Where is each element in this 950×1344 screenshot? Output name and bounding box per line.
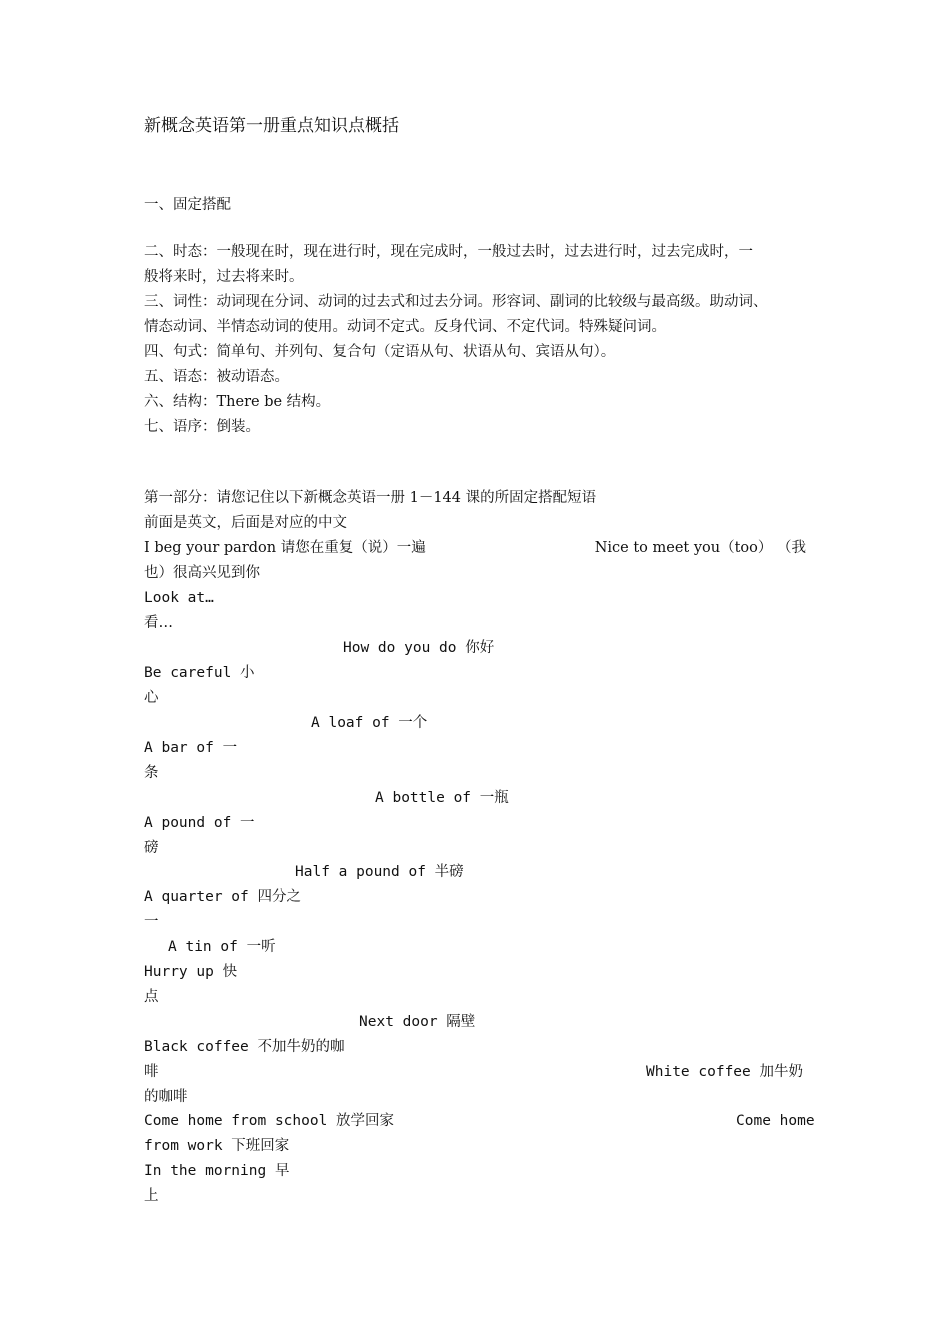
- phrase-text: White coffee 加牛奶: [646, 1064, 803, 1080]
- outline-item-1: 一、固定搭配: [144, 197, 231, 213]
- phrase-text: A loaf of 一个: [311, 715, 428, 731]
- outline-item-6: 六、结构：There be 结构。: [144, 394, 331, 410]
- phrase-text: Look at…: [144, 590, 214, 606]
- phrase-text: A bottle of 一瓶: [375, 790, 509, 806]
- phrase-text: Half a pound of 半磅: [295, 864, 464, 880]
- phrase-text: 看…: [144, 615, 173, 631]
- part1-subheading: 前面是英文，后面是对应的中文: [144, 515, 347, 531]
- phrase-text: 的咖啡: [144, 1089, 188, 1105]
- phrase-text: 点: [144, 989, 159, 1005]
- outline-item-4: 四、句式：简单句、并列句、复合句（定语从句、状语从句、宾语从句）。: [144, 344, 616, 360]
- phrase-text: Be careful 小: [144, 665, 255, 681]
- outline-item-3-cont: 情态动词、半情态动词的使用。动词不定式。反身代词、不定代词。特殊疑问词。: [144, 319, 666, 335]
- outline-item-7: 七、语序：倒装。: [144, 419, 260, 435]
- outline-item-5: 五、语态：被动语态。: [144, 369, 289, 385]
- phrase-text: Come home from school 放学回家: [144, 1113, 395, 1129]
- page-title: 新概念英语第一册重点知识点概括: [144, 116, 399, 136]
- phrase-row: [144, 538, 806, 558]
- phrase-text: 条: [144, 765, 159, 781]
- outline-item-2: 二、时态：一般现在时，现在进行时，现在完成时，一般过去时，过去进行时，过去完成时，一: [144, 244, 753, 260]
- phrase-text: A bar of 一: [144, 740, 238, 756]
- part1-heading: 第一部分：请您记住以下新概念英语一册 1－144 课的所固定搭配短语: [144, 490, 597, 506]
- phrase-text: 心: [144, 690, 159, 706]
- outline-item-2-cont: 般将来时，过去将来时。: [144, 269, 304, 285]
- phrase-text: from work 下班回家: [144, 1138, 290, 1154]
- outline-item-3: 三、词性：动词现在分词、动词的过去式和过去分词。形容词、副词的比较级与最高级。助动词、: [144, 294, 768, 310]
- phrase-text: Hurry up 快: [144, 964, 238, 980]
- phrase-text: Nice to meet you（too） （我: [594, 540, 806, 556]
- phrase-text: 一: [144, 914, 159, 930]
- phrase-text: A quarter of 四分之: [144, 889, 301, 905]
- phrase-text: A tin of 一听: [168, 939, 276, 955]
- phrase-text: In the morning 早: [144, 1163, 290, 1179]
- phrase-text: Black coffee 不加牛奶的咖: [144, 1039, 345, 1055]
- phrase-text: I beg your pardon 请您在重复（说）一遍: [144, 540, 426, 556]
- phrase-text: 也）很高兴见到你: [144, 565, 260, 581]
- phrase-text: 磅: [144, 840, 159, 856]
- phrase-text: 上: [144, 1188, 159, 1204]
- phrase-text: Next door 隔壁: [359, 1014, 476, 1030]
- phrase-text: Come home: [736, 1113, 815, 1129]
- phrase-text: 啡: [144, 1064, 159, 1080]
- phrase-text: How do you do 你好: [343, 640, 495, 656]
- phrase-text: A pound of 一: [144, 815, 255, 831]
